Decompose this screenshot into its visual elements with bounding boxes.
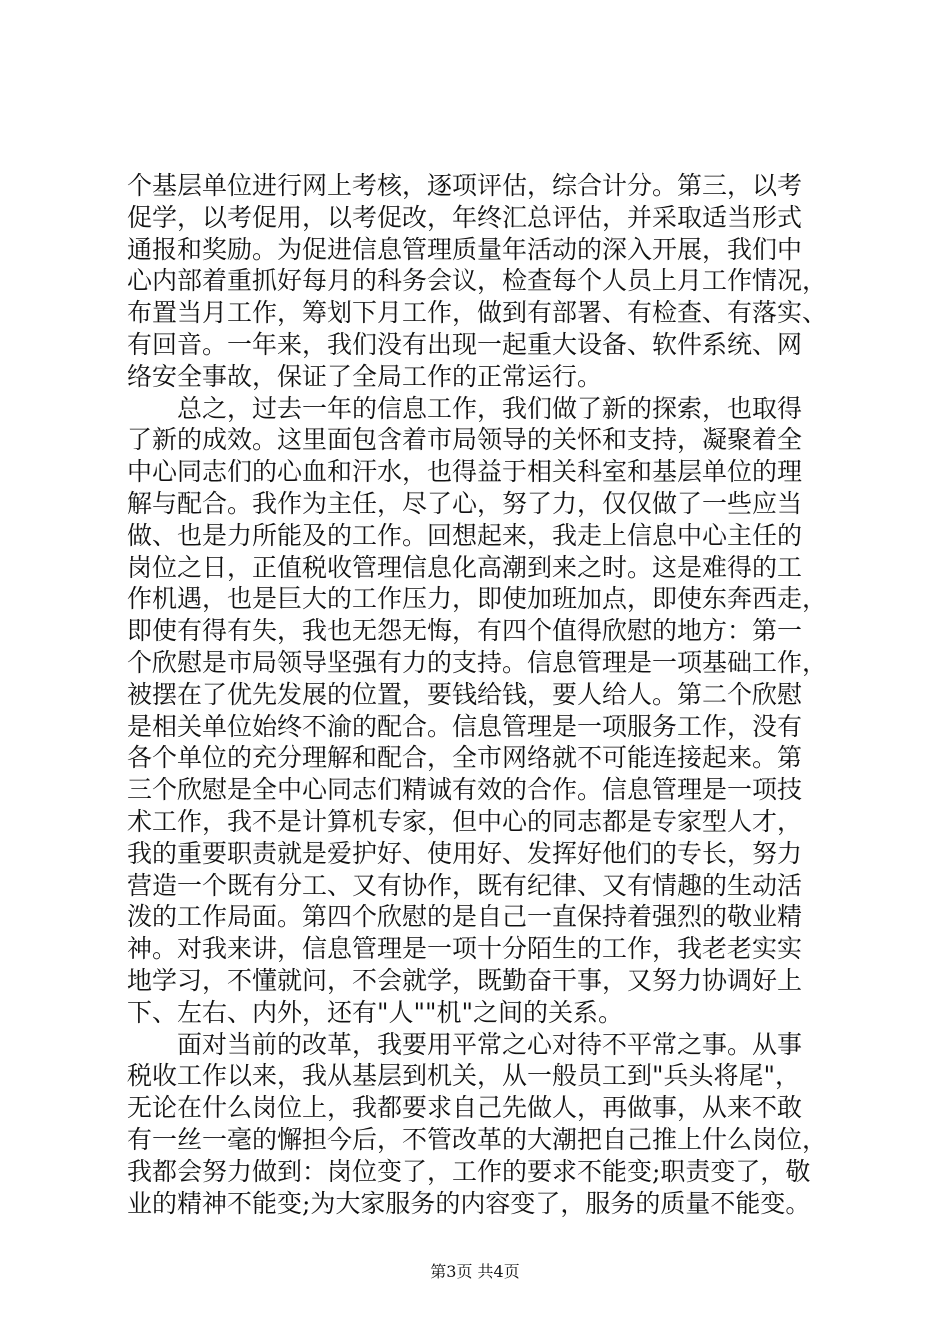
text-line: 个基层单位进行网上考核，逐项评估，综合计分。第三，以考 bbox=[127, 171, 803, 200]
text-line: 我的重要职责就是爱护好、使用好、发挥好他们的专长，努力 bbox=[127, 838, 803, 868]
paragraph-start-line: 面对当前的改革，我要用平常之心对待不平常之事。从事 bbox=[177, 1029, 803, 1059]
text-line: 我都会努力做到：岗位变了，工作的要求不能变;职责变了，敬 bbox=[127, 1156, 811, 1186]
document-body bbox=[127, 170, 827, 1219]
text-line: 被摆在了优先发展的位置，要钱给钱，要人给人。第二个欣慰 bbox=[127, 679, 803, 709]
text-line: 促学，以考促用，以考促改，年终汇总评估，并采取适当形式 bbox=[127, 202, 803, 232]
text-line: 业的精神不能变;为大家服务的内容变了，服务的质量不能变。 bbox=[127, 1188, 811, 1218]
text-line: 心内部着重抓好每月的科务会议，检查每个人员上月工作情况， bbox=[127, 266, 828, 296]
text-line: 有一丝一毫的懈担今后，不管改革的大潮把自己推上什么岗位， bbox=[127, 1124, 828, 1154]
text-line: 通报和奖励。为促进信息管理质量年活动的深入开展，我们中 bbox=[127, 234, 803, 264]
text-line: 作机遇，也是巨大的工作压力，即使加班加点，即使东奔西走， bbox=[127, 584, 828, 614]
text-line: 做、也是力所能及的工作。回想起来，我走上信息中心主任的 bbox=[127, 520, 803, 550]
text-line: 即使有得有失，我也无怨无悔，有四个值得欣慰的地方：第一 bbox=[127, 616, 803, 646]
text-line: 有回音。一年来，我们没有出现一起重大设备、软件系统、网 bbox=[127, 329, 803, 359]
text-line: 岗位之日，正值税收管理信息化高潮到来之时。这是难得的工 bbox=[127, 552, 803, 582]
text-line: 三个欣慰是全中心同志们精诚有效的合作。信息管理是一项技 bbox=[127, 775, 803, 805]
text-line: 地学习，不懂就问，不会就学，既勤奋干事，又努力协调好上 bbox=[127, 965, 803, 995]
text-line: 下、左右、内外，还有"人""机"之间的关系。 bbox=[127, 997, 623, 1027]
text-line: 泼的工作局面。第四个欣慰的是自己一直保持着强烈的敬业精 bbox=[127, 902, 803, 932]
text-line: 是相关单位始终不渝的配合。信息管理是一项服务工作，没有 bbox=[127, 711, 803, 741]
text-line: 中心同志们的心血和汗水，也得益于相关科室和基层单位的理 bbox=[127, 457, 803, 487]
text-line: 布置当月工作，筹划下月工作，做到有部署、有检查、有落实、 bbox=[127, 298, 828, 328]
text-line: 解与配合。我作为主任，尽了心，努了力，仅仅做了一些应当 bbox=[127, 488, 803, 518]
text-line: 络安全事故，保证了全局工作的正常运行。 bbox=[127, 361, 603, 391]
text-line: 个欣慰是市局领导坚强有力的支持。信息管理是一项基础工作， bbox=[127, 647, 828, 677]
page-number-footer: 第3页 共4页 bbox=[430, 1262, 520, 1281]
text-line: 了新的成效。这里面包含着市局领导的关怀和支持，凝聚着全 bbox=[127, 425, 803, 455]
text-line: 术工作，我不是计算机专家，但中心的同志都是专家型人才， bbox=[127, 806, 803, 836]
text-line: 营造一个既有分工、又有协作，既有纪律、又有情趣的生动活 bbox=[127, 870, 803, 900]
text-line: 神。对我来讲，信息管理是一项十分陌生的工作，我老老实实 bbox=[127, 934, 803, 964]
text-line: 无论在什么岗位上，我都要求自己先做人，再做事，从来不敢 bbox=[127, 1093, 803, 1123]
text-line: 各个单位的充分理解和配合，全市网络就不可能连接起来。第 bbox=[127, 743, 803, 773]
paragraph-start-line: 总之，过去一年的信息工作，我们做了新的探索，也取得 bbox=[177, 393, 803, 423]
text-line: 税收工作以来，我从基层到机关，从一般员工到"兵头将尾"， bbox=[127, 1061, 801, 1091]
